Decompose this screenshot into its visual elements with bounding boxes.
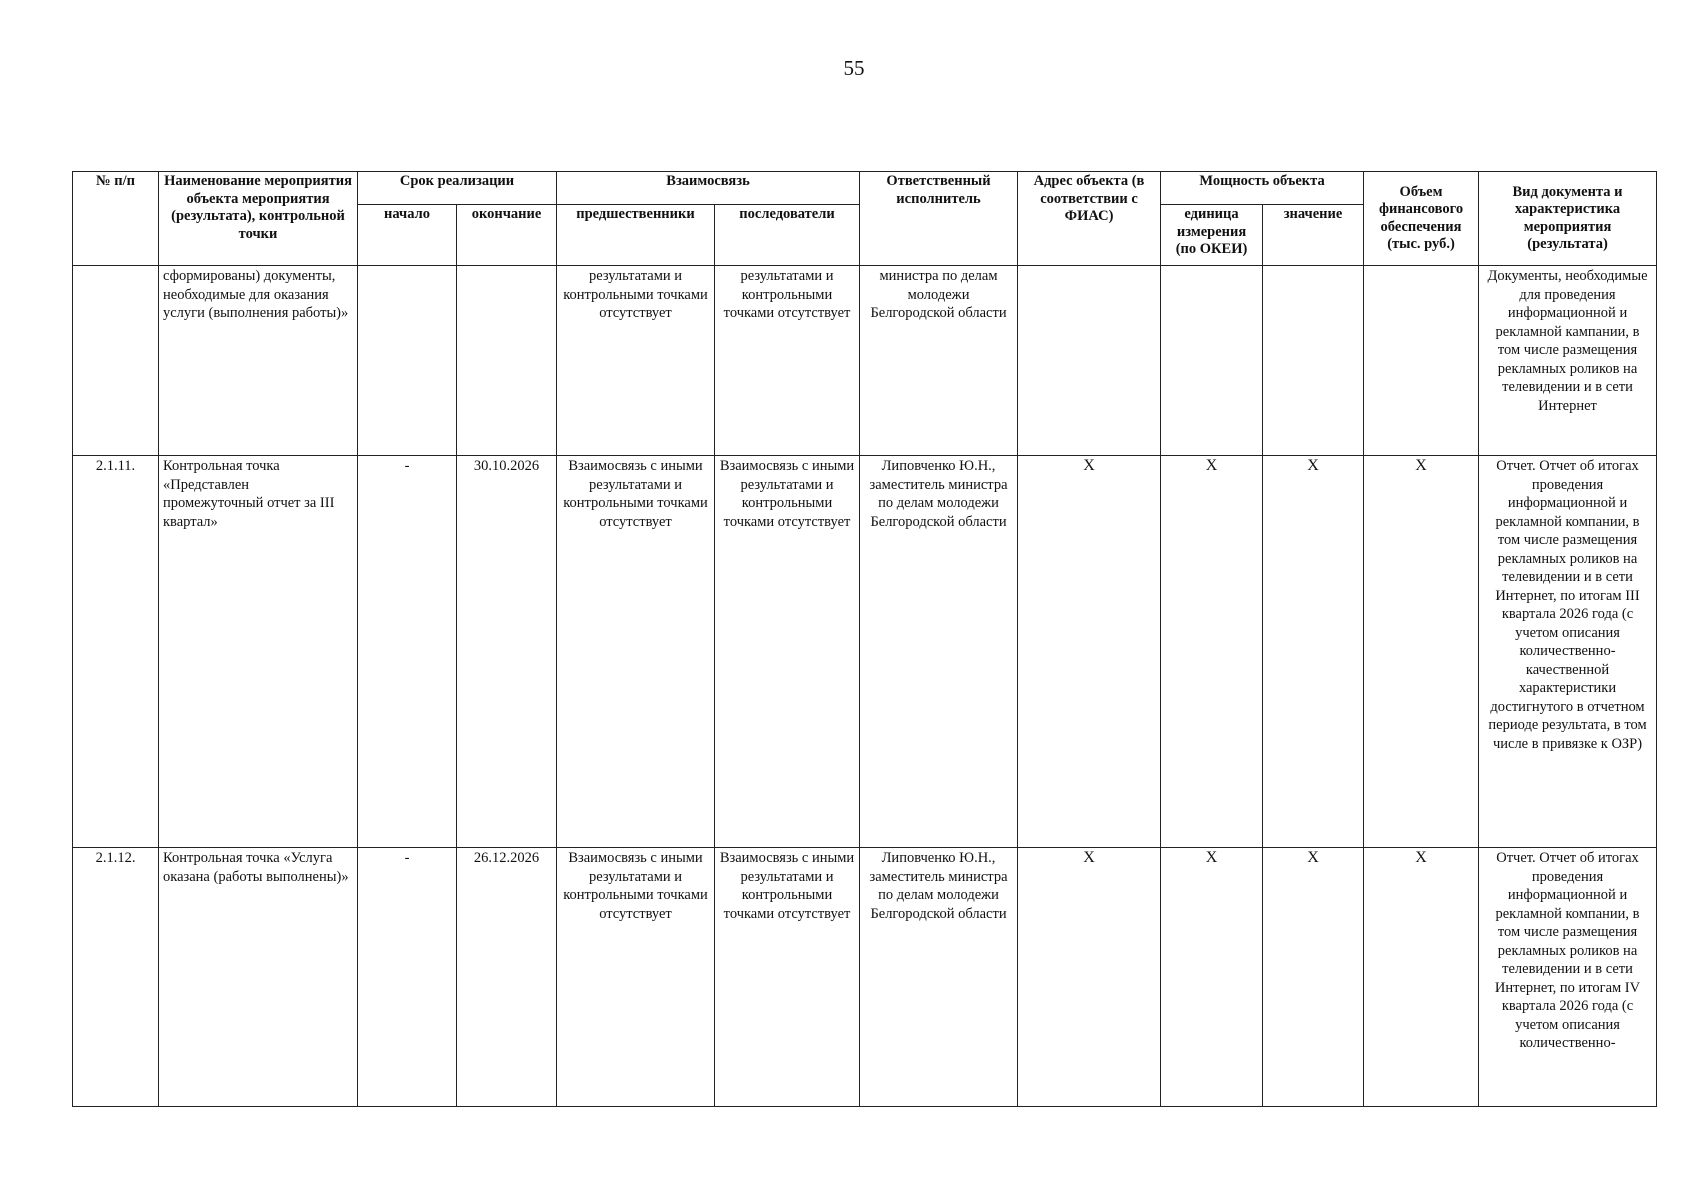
- table-row: [73, 266, 1657, 456]
- cell-responsible: министра по делам молодежи Белгородской области: [860, 266, 1018, 456]
- cell-value: X: [1263, 456, 1364, 848]
- header-period-start: начало: [358, 205, 457, 266]
- table-row: [73, 456, 1657, 848]
- cell-end: 26.12.2026: [457, 848, 557, 1107]
- cell-finance: X: [1364, 456, 1479, 848]
- cell-successors: Взаимосвязь с иными результатами и контрольными точками отсутствует: [715, 848, 860, 1107]
- cell-document: Отчет. Отчет об итогах проведения информационной и рекламной компании, в том числе размещения рекламных роликов на телевидении и в сети Интернет, по итогам III квартала 2026 года (с учетом описания количественно-качественной характеристики достигнутого в отчетном периоде результата, в том числе в привязке к ОЗР): [1479, 456, 1657, 848]
- page-number: 55: [843, 56, 865, 80]
- cell-address: [1018, 266, 1161, 456]
- cell-predecessors: Взаимосвязь с иными результатами и контрольными точками отсутствует: [557, 848, 715, 1107]
- cell-unit: X: [1161, 848, 1263, 1107]
- cell-address: X: [1018, 456, 1161, 848]
- header-row-1: [73, 172, 1657, 205]
- header-num: № п/п: [73, 172, 159, 266]
- header-period: Срок реализации: [358, 172, 557, 205]
- cell-responsible: Липовченко Ю.Н., заместитель министра по делам молодежи Белгородской области: [860, 848, 1018, 1107]
- cell-name: Контрольная точка «Представлен промежуточный отчет за III квартал»: [159, 456, 358, 848]
- cell-successors: результатами и контрольными точками отсутствует: [715, 266, 860, 456]
- header-document: Вид документа и характеристика мероприятия (результата): [1479, 172, 1657, 266]
- cell-num: 2.1.11.: [73, 456, 159, 848]
- cell-unit: X: [1161, 456, 1263, 848]
- cell-finance: [1364, 266, 1479, 456]
- cell-finance: X: [1364, 848, 1479, 1107]
- cell-predecessors: Взаимосвязь с иными результатами и контрольными точками отсутствует: [557, 456, 715, 848]
- cell-start: -: [358, 456, 457, 848]
- header-address: Адрес объекта (в соответствии с ФИАС): [1018, 172, 1161, 266]
- header-relation-succ: последователи: [715, 205, 860, 266]
- cell-responsible: Липовченко Ю.Н., заместитель министра по делам молодежи Белгородской области: [860, 456, 1018, 848]
- plan-table: [72, 171, 1657, 1107]
- header-relation: Взаимосвязь: [557, 172, 860, 205]
- cell-unit: [1161, 266, 1263, 456]
- cell-end: 30.10.2026: [457, 456, 557, 848]
- cell-value: [1263, 266, 1364, 456]
- header-capacity-unit: единица измерения (по ОКЕИ): [1161, 205, 1263, 266]
- header-capacity: Мощность объекта: [1161, 172, 1364, 205]
- cell-start: [358, 266, 457, 456]
- cell-name: Контрольная точка «Услуга оказана (работы выполнены)»: [159, 848, 358, 1107]
- header-name: Наименование мероприятия объекта мероприятия (результата), контрольной точки: [159, 172, 358, 266]
- cell-successors: Взаимосвязь с иными результатами и контрольными точками отсутствует: [715, 456, 860, 848]
- header-responsible: Ответственный исполнитель: [860, 172, 1018, 266]
- cell-value: X: [1263, 848, 1364, 1107]
- table-row: [73, 848, 1657, 1107]
- cell-num: [73, 266, 159, 456]
- cell-address: X: [1018, 848, 1161, 1107]
- cell-document: Документы, необходимые для проведения информационной и рекламной кампании, в том числе размещения рекламных роликов на телевидении и в сети Интернет: [1479, 266, 1657, 456]
- header-finance: Объем финансового обеспечения (тыс. руб.): [1364, 172, 1479, 266]
- cell-predecessors: результатами и контрольными точками отсутствует: [557, 266, 715, 456]
- header-capacity-value: значение: [1263, 205, 1364, 266]
- header-relation-pred: предшественники: [557, 205, 715, 266]
- cell-name: сформированы) документы, необходимые для оказания услуги (выполнения работы)»: [159, 266, 358, 456]
- cell-document: Отчет. Отчет об итогах проведения информационной и рекламной компании, в том числе размещения рекламных роликов на телевидении и в сети Интернет, по итогам IV квартала 2026 года (с учетом описания количественно-: [1479, 848, 1657, 1107]
- cell-num: 2.1.12.: [73, 848, 159, 1107]
- cell-end: [457, 266, 557, 456]
- header-period-end: окончание: [457, 205, 557, 266]
- cell-start: -: [358, 848, 457, 1107]
